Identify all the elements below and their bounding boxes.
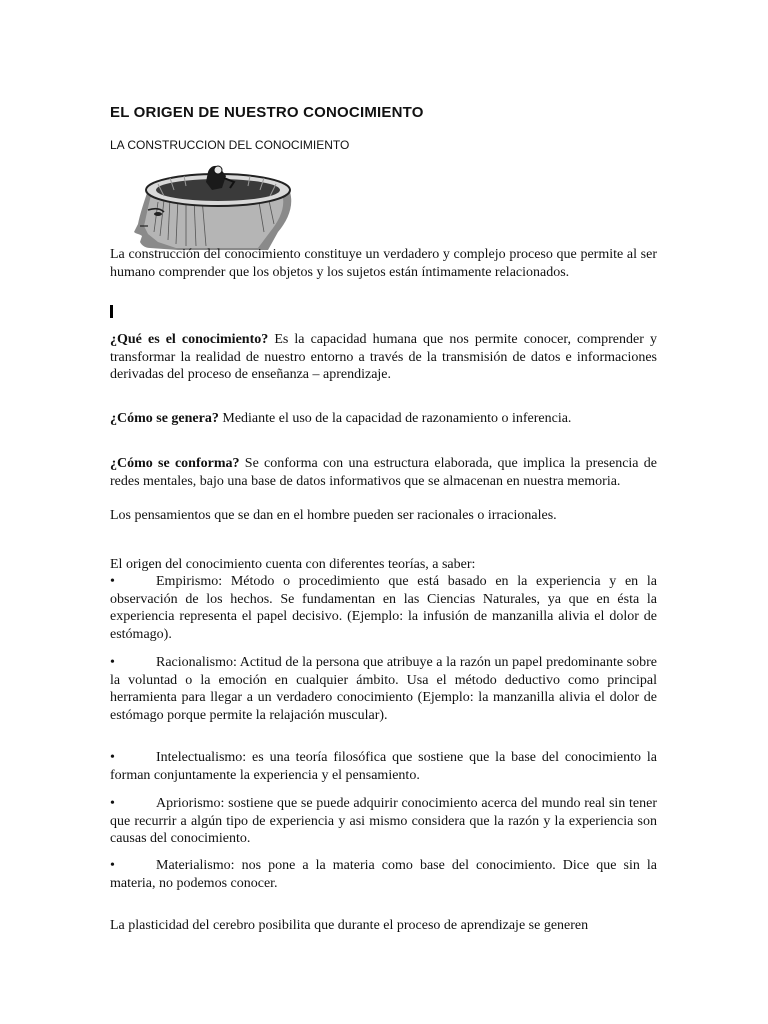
theory-materialismo: Materialismo: nos pone a la materia como base del conocimiento. Dice que sin la materia, no podemos conocer. [110,858,657,891]
document-title: EL ORIGEN DE NUESTRO CONOCIMIENTO [110,104,424,121]
list-item [110,795,657,848]
list-item [110,749,657,784]
intro-paragraph: La construcción del conocimiento constituye un verdadero y complejo proceso que permite al ser humano comprender que los objetos y los sujetos están íntimamente relacionados. [110,247,657,280]
list-item [110,857,657,892]
bullet-icon: • [110,750,115,765]
answer-how-formed: Se conforma con una estructura elaborada, que implica la presencia de redes mentales, bajo una base de datos informativos que se almacenan en nuestra memoria. [110,456,657,489]
question-how-formed: ¿Cómo se conforma? [110,456,240,471]
theory-empirismo: Empirismo: Método o procedimiento que está basado en la experiencia y en la observación de los hechos. Se fundamentan en las Ciencias Naturales, ya que en ésta la experiencia representa el papel decisivo. (Ejemplo: la infusión de manzanilla alivia el dolor de estómago). [110,574,657,642]
closing-paragraph: La plasticidad del cerebro posibilita que durante el proceso de aprendizaje se generen [110,918,589,933]
theory-intelectualismo: Intelectualismo: es una teoría filosófica que sostiene que la base del conocimiento la forman conjuntamente la experiencia y el pensamiento. [110,750,657,783]
theory-apriorismo: Apriorismo: sostiene que se puede adquirir conocimiento acerca del mundo real sin tener que recurrir a algún tipo de experiencia y asi mismo considera que la razón y la experiencia son causas del conocimiento. [110,796,657,846]
bullet-icon: • [110,858,115,873]
open-head-illustration [118,162,318,250]
list-item [110,573,657,643]
answer-how-generated: Mediante el uso de la capacidad de razonamiento o inferencia. [218,411,572,426]
bullet-icon: • [110,796,115,811]
generation-paragraph [110,410,657,428]
conformation-paragraph [110,455,657,490]
thoughts-paragraph: Los pensamientos que se dan en el hombre pueden ser racionales o irracionales. [110,508,557,523]
list-item [110,654,657,724]
bullet-icon: • [110,574,115,589]
question-what-is: ¿Qué es el conocimiento? [110,332,269,347]
document-subtitle: LA CONSTRUCCION DEL CONOCIMIENTO [110,138,350,152]
theories-intro: El origen del conocimiento cuenta con diferentes teorías, a saber: [110,557,476,572]
question-how-generated: ¿Cómo se genera? [110,411,219,426]
theory-racionalismo: Racionalismo: Actitud de la persona que atribuye a la razón un papel predominante sobre la voluntad o la emoción en cualquier ámbito. Usa el método deductivo como principal herramienta para llegar a un verdadero conocimiento (Ejemplo: la manzanilla alivia el dolor de estómago porque permite la relajación muscular). [110,655,657,723]
bullet-icon: • [110,655,115,670]
text-cursor [110,305,113,318]
answer-what-is: Es la capacidad humana que nos permite conocer, comprender y transformar la realidad de nuestro entorno a través de la transmisión de datos e informaciones derivadas del proceso de enseñanza – aprendizaje. [110,332,657,382]
definition-paragraph [110,331,657,384]
